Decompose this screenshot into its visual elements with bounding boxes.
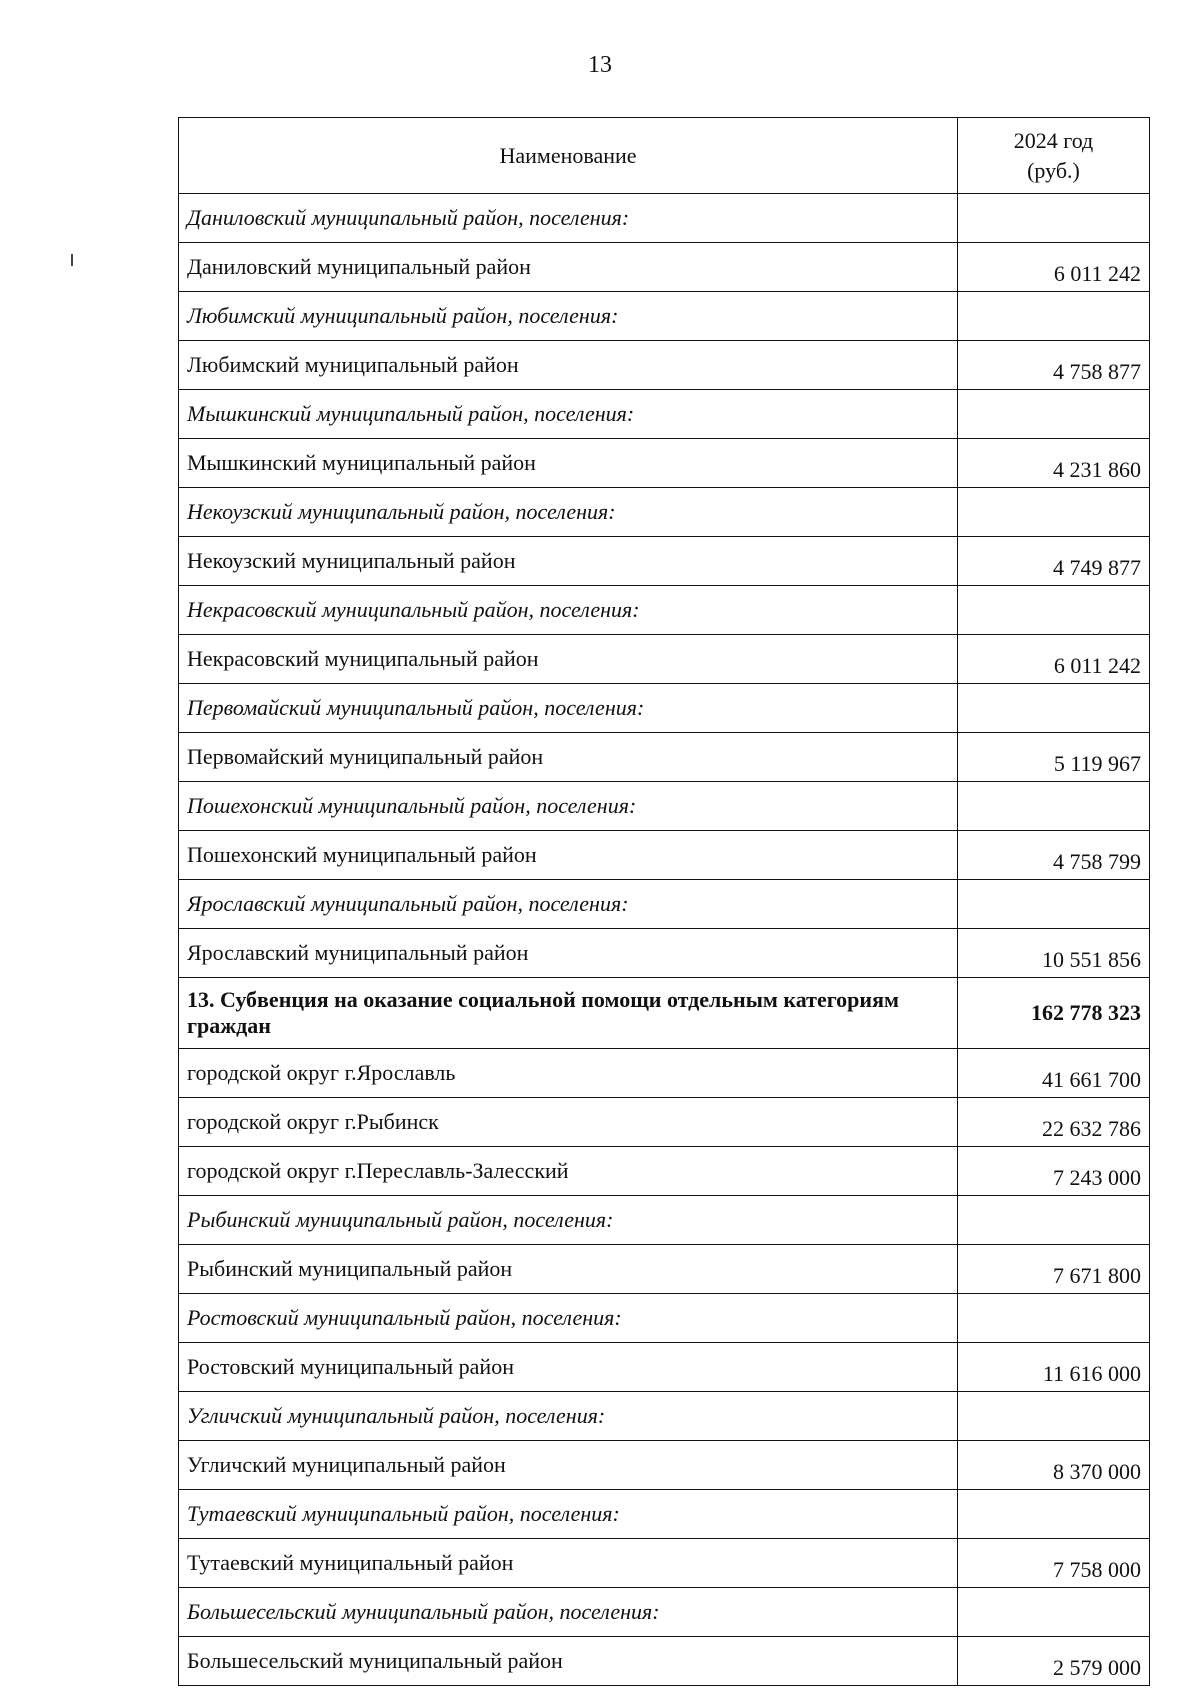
row-name-cell: Рыбинский муниципальный район (179, 1245, 958, 1294)
table-section-row (179, 1392, 1150, 1441)
row-value-cell: 7 671 800 (958, 1245, 1150, 1294)
table-section-row (179, 488, 1150, 537)
row-value-cell (958, 684, 1150, 733)
column-header-value (958, 118, 1150, 194)
row-value-cell (958, 194, 1150, 243)
row-name-cell: Даниловский муниципальный район, поселения: (179, 194, 958, 243)
table-section-row (179, 1294, 1150, 1343)
row-name-cell: Любимский муниципальный район, поселения: (179, 292, 958, 341)
row-name-cell: Большесельский муниципальный район (179, 1637, 958, 1686)
table-row (179, 1098, 1150, 1147)
table-row (179, 1343, 1150, 1392)
row-name-cell: Мышкинский муниципальный район, поселения: (179, 390, 958, 439)
table-row (179, 341, 1150, 390)
row-value-cell: 7 758 000 (958, 1539, 1150, 1588)
table-row (179, 1049, 1150, 1098)
row-name-cell: городской округ г.Переславль-Залесский (179, 1147, 958, 1196)
row-name-cell: Ростовский муниципальный район, поселения: (179, 1294, 958, 1343)
row-value-cell (958, 292, 1150, 341)
row-value-cell (958, 1392, 1150, 1441)
row-value-cell: 8 370 000 (958, 1441, 1150, 1490)
page-number: 13 (588, 52, 612, 78)
row-value-cell: 4 231 860 (958, 439, 1150, 488)
row-name-cell: Первомайский муниципальный район (179, 733, 958, 782)
row-value-cell: 7 243 000 (958, 1147, 1150, 1196)
table-section-row (179, 782, 1150, 831)
row-value-cell (958, 1294, 1150, 1343)
table-section-row (179, 390, 1150, 439)
row-name-cell: Мышкинский муниципальный район (179, 439, 958, 488)
table-section-row (179, 1196, 1150, 1245)
column-header-unit: (руб.) (1027, 157, 1080, 183)
row-value-cell (958, 1490, 1150, 1539)
row-value-cell: 11 616 000 (958, 1343, 1150, 1392)
row-name-cell: Ярославский муниципальный район (179, 929, 958, 978)
table-row (179, 929, 1150, 978)
table-row (179, 831, 1150, 880)
row-name-cell: Угличский муниципальный район (179, 1441, 958, 1490)
row-value-cell: 4 749 877 (958, 537, 1150, 586)
column-header-name: Наименование (179, 118, 958, 194)
row-value-cell (958, 390, 1150, 439)
row-value-cell (958, 880, 1150, 929)
table-row (179, 1441, 1150, 1490)
table-row (179, 243, 1150, 292)
row-name-cell: Пошехонский муниципальный район (179, 831, 958, 880)
row-name-cell: Тутаевский муниципальный район, поселения: (179, 1490, 958, 1539)
scan-artifact-mark (71, 254, 73, 266)
row-value-cell (958, 488, 1150, 537)
table-category-row (179, 978, 1150, 1049)
row-value-cell: 6 011 242 (958, 243, 1150, 292)
table-row (179, 1637, 1150, 1686)
table-row (179, 537, 1150, 586)
row-value-cell: 162 778 323 (958, 978, 1150, 1049)
table-row (179, 1245, 1150, 1294)
row-name-cell: Некоузский муниципальный район, поселения: (179, 488, 958, 537)
table-section-row (179, 586, 1150, 635)
row-name-cell: Некоузский муниципальный район (179, 537, 958, 586)
row-value-cell: 6 011 242 (958, 635, 1150, 684)
table-section-row (179, 880, 1150, 929)
row-name-cell: Пошехонский муниципальный район, поселения: (179, 782, 958, 831)
table-section-row (179, 1588, 1150, 1637)
table-row (179, 1147, 1150, 1196)
row-value-cell (958, 586, 1150, 635)
row-value-cell: 10 551 856 (958, 929, 1150, 978)
row-name-cell: Некрасовский муниципальный район (179, 635, 958, 684)
row-value-cell: 4 758 877 (958, 341, 1150, 390)
row-name-cell: 13. Субвенция на оказание социальной помощи отдельным категориям граждан (179, 978, 958, 1049)
row-value-cell: 5 119 967 (958, 733, 1150, 782)
row-name-cell: Первомайский муниципальный район, поселения: (179, 684, 958, 733)
row-value-cell: 4 758 799 (958, 831, 1150, 880)
row-name-cell: Угличский муниципальный район, поселения: (179, 1392, 958, 1441)
row-name-cell: Некрасовский муниципальный район, поселения: (179, 586, 958, 635)
column-header-year: 2024 год (1013, 127, 1094, 153)
table-section-row (179, 684, 1150, 733)
row-value-cell (958, 782, 1150, 831)
table-row (179, 1539, 1150, 1588)
row-name-cell: Большесельский муниципальный район, поселения: (179, 1588, 958, 1637)
table-row (179, 439, 1150, 488)
row-value-cell (958, 1588, 1150, 1637)
row-name-cell: Даниловский муниципальный район (179, 243, 958, 292)
row-name-cell: Тутаевский муниципальный район (179, 1539, 958, 1588)
row-name-cell: городской округ г.Ярославль (179, 1049, 958, 1098)
table-section-row (179, 1490, 1150, 1539)
row-value-cell: 41 661 700 (958, 1049, 1150, 1098)
table-row (179, 635, 1150, 684)
row-name-cell: Рыбинский муниципальный район, поселения: (179, 1196, 958, 1245)
row-name-cell: Любимский муниципальный район (179, 341, 958, 390)
table-row (179, 733, 1150, 782)
row-name-cell: Ярославский муниципальный район, поселения: (179, 880, 958, 929)
table-section-row (179, 292, 1150, 341)
row-value-cell (958, 1196, 1150, 1245)
row-value-cell: 2 579 000 (958, 1637, 1150, 1686)
row-name-cell: городской округ г.Рыбинск (179, 1098, 958, 1147)
table-body (179, 194, 1150, 1686)
table-header-row (179, 118, 1150, 194)
table-section-row (179, 194, 1150, 243)
budget-table (178, 117, 1150, 1686)
row-value-cell: 22 632 786 (958, 1098, 1150, 1147)
row-name-cell: Ростовский муниципальный район (179, 1343, 958, 1392)
